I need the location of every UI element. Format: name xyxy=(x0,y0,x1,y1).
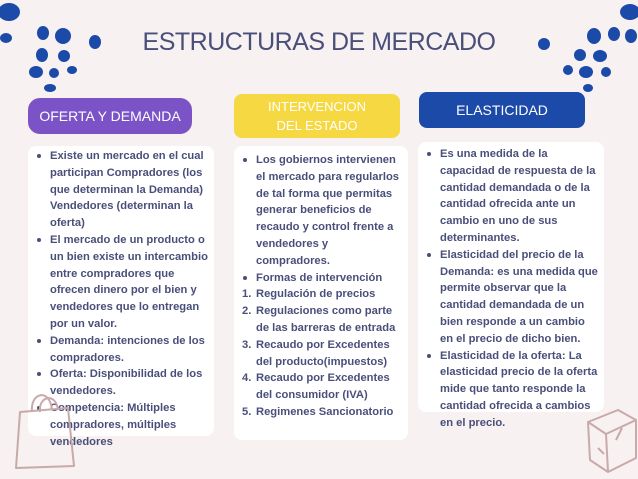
header-oferta-demanda: OFERTA Y DEMANDA xyxy=(28,98,192,134)
numbered-item xyxy=(240,404,404,421)
item-text: Recaudo por Excedentes del consumidor (IVA) xyxy=(256,372,390,402)
header-intervencion-line1: INTERVENCION xyxy=(268,99,366,114)
list-item: Formas de intervención xyxy=(240,270,404,287)
item-number: 2. xyxy=(242,305,252,318)
list-item: Es una medida de la capacidad de respuesta de la cantidad demandada o de la cantidad ofrecida ante un cambio en uno de sus determinantes. xyxy=(424,146,600,247)
shopping-bag-outline-icon xyxy=(10,382,80,472)
box-outline-icon xyxy=(578,402,638,476)
item-text: Regulaciones como parte de las barreras de entrada xyxy=(256,305,396,334)
list-item: Elasticidad del precio de la Demanda: es una medida que permite observar que la cantidad demandada de un bien responde a un cambio en el precio de dicho bien. xyxy=(424,247,600,348)
item-number: 5. xyxy=(242,405,252,418)
card-elasticidad xyxy=(418,142,604,429)
card-intervencion-estado xyxy=(234,146,408,440)
list-item: Demanda: intenciones de los compradores. xyxy=(34,333,210,367)
item-text: Regulación de precios xyxy=(256,288,376,301)
numbered-item xyxy=(240,337,404,371)
list-item: Los gobiernos intervienen el mercado para regularlos de tal forma que permitas generar beneficios de recaudo y control frente a vendedores y compradores. xyxy=(240,152,404,270)
header-elasticidad: ELASTICIDAD xyxy=(419,92,585,128)
intervencion-list xyxy=(240,152,404,421)
page-title: ESTRUCTURAS DE MERCADO xyxy=(142,28,496,56)
item-number: 1. xyxy=(242,288,252,301)
list-item: El mercado de un producto o un bien existe un intercambio entre compradores que ofrecen dinero por el bien y vendedores que lo entregan por un valor. xyxy=(34,232,210,333)
header-intervencion-line2: DEL ESTADO xyxy=(276,118,358,133)
elasticidad-list xyxy=(424,146,600,432)
item-number: 3. xyxy=(242,338,252,351)
list-item: Elasticidad de la oferta: La elasticidad precio de la oferta mide que tanto responde la cantidad ofrecida a cambios en el precio. xyxy=(424,348,600,432)
numbered-item xyxy=(240,303,404,337)
item-number: 4. xyxy=(242,372,252,385)
list-item: Existe un mercado en el cual participan Compradores (los que determinan la Demanda) Vendedores (determinan la oferta) xyxy=(34,148,210,232)
numbered-item xyxy=(240,370,404,404)
list-item: Oferta: Disponibilidad de los vendedores. xyxy=(34,366,210,400)
numbered-item xyxy=(240,286,404,303)
list-item: Competencia: Múltiples compradores, múltiples vendedores xyxy=(34,400,210,450)
header-intervencion-estado xyxy=(234,94,400,138)
item-text: Regimenes Sancionatorio xyxy=(256,405,394,418)
item-text: Recaudo por Excedentes del producto(impuestos) xyxy=(256,338,390,368)
